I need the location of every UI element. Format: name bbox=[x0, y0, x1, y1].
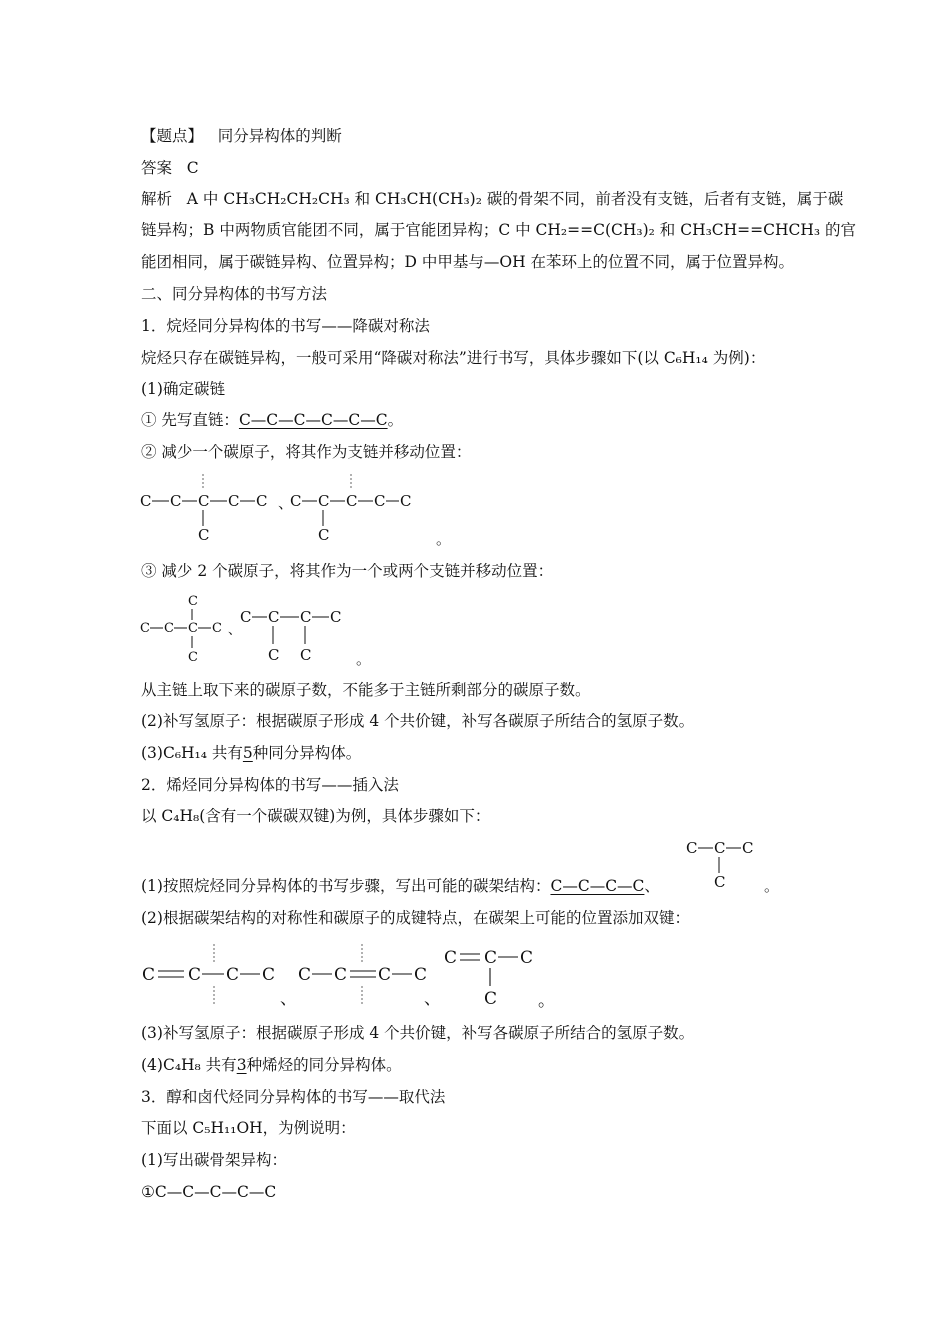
topic-title: 同分异构体的判断 bbox=[217, 127, 342, 145]
s2-step4-pre: (4)C₄H₈ 共有 bbox=[141, 1056, 237, 1074]
answer-line bbox=[141, 158, 199, 178]
atom: C bbox=[198, 526, 210, 544]
s2-step1 bbox=[141, 876, 660, 896]
end-mark: 。 bbox=[356, 650, 372, 668]
answer-value: C bbox=[186, 159, 199, 177]
analysis-line-1 bbox=[141, 189, 843, 209]
s1-title: 1．烷烃同分异构体的书写——降碳对称法 bbox=[141, 317, 430, 335]
s3-step1: (1)写出碳骨架异构： bbox=[141, 1151, 287, 1169]
atom: C bbox=[198, 492, 210, 510]
end-mark: 。 bbox=[538, 991, 555, 1011]
s2-intro: 以 C₄H₈(含有一个碳碳双键)为例，具体步骤如下： bbox=[141, 807, 491, 825]
atom: C bbox=[374, 492, 386, 510]
atom: C bbox=[188, 965, 202, 985]
end-mark: 。 bbox=[436, 530, 452, 548]
atom: C bbox=[212, 621, 222, 636]
atom: C bbox=[346, 492, 358, 510]
atom: C bbox=[226, 965, 240, 985]
s1-step3-post: 种同分异构体。 bbox=[252, 744, 362, 762]
atom: C bbox=[742, 839, 754, 857]
atom: C bbox=[714, 873, 726, 891]
atom: C bbox=[268, 646, 280, 664]
atom: C bbox=[300, 608, 312, 626]
separator: 、 bbox=[278, 494, 294, 512]
s1-intro: 烷烃只存在碳链异构，一般可采用“降碳对称法”进行书写，具体步骤如下(以 C₆H₁₄ 为例)： bbox=[141, 349, 766, 367]
atom: C bbox=[520, 948, 534, 968]
topic-bracket: 【题点】 bbox=[141, 127, 204, 145]
s1-step3 bbox=[141, 743, 361, 763]
separator: 、 bbox=[424, 989, 441, 1009]
s1-step1: (1)确定碳链 bbox=[141, 380, 225, 398]
s2-step1-chain: C—C—C—C bbox=[550, 877, 645, 895]
atom: C bbox=[142, 965, 156, 985]
section-title: 二、同分异构体的书写方法 bbox=[141, 285, 328, 303]
atom: C bbox=[330, 608, 342, 626]
s2-step1-pre: (1)按照烷烃同分异构体的书写步骤，写出可能的碳架结构： bbox=[141, 877, 551, 895]
atom: C bbox=[318, 492, 330, 510]
s2-step2: (2)根据碳架结构的对称性和碳原子的成键特点，在碳架上可能的位置添加双键： bbox=[141, 909, 690, 927]
atom: C bbox=[484, 948, 498, 968]
s1-c2: ② 减少一个碳原子，将其作为支链并移动位置： bbox=[141, 443, 472, 461]
atom: C bbox=[188, 621, 198, 636]
atom: C bbox=[444, 948, 458, 968]
s1-step3-num: 5 bbox=[242, 744, 253, 762]
s1-c1 bbox=[141, 410, 403, 430]
atom: C bbox=[484, 989, 498, 1009]
atom: C bbox=[262, 965, 276, 985]
structure-branched-c4 bbox=[684, 835, 784, 895]
s3-intro: 下面以 C₅H₁₁OH，为例说明： bbox=[141, 1119, 356, 1137]
atom: C bbox=[298, 965, 312, 985]
atom: C bbox=[170, 492, 182, 510]
atom: C bbox=[140, 492, 152, 510]
s2-step4 bbox=[141, 1055, 402, 1075]
atom: C bbox=[188, 594, 198, 609]
atom: C bbox=[414, 965, 428, 985]
atom: C bbox=[300, 646, 312, 664]
atom: C bbox=[140, 621, 150, 636]
s1-c1-prefix: ① 先写直链： bbox=[141, 411, 239, 429]
atom: C bbox=[256, 492, 268, 510]
atom: C bbox=[714, 839, 726, 857]
analysis-line-3: 能团相同，属于碳链异构、位置异构；D 中甲基与—OH 在苯环上的位置不同，属于位置异构。 bbox=[141, 253, 795, 271]
separator: 、 bbox=[280, 989, 297, 1009]
separator: 、 bbox=[228, 623, 242, 638]
structure-alkene-positions bbox=[140, 940, 560, 1012]
atom: C bbox=[240, 608, 252, 626]
atom: C bbox=[164, 621, 174, 636]
end-mark: 。 bbox=[764, 877, 780, 895]
atom: C bbox=[188, 650, 198, 665]
atom: C bbox=[334, 965, 348, 985]
structure-two-branch bbox=[138, 588, 372, 668]
atom: C bbox=[268, 608, 280, 626]
s1-c1-suffix: 。 bbox=[387, 411, 404, 429]
atom: C bbox=[686, 839, 698, 857]
analysis-text-1: A 中 CH₃CH₂CH₂CH₃ 和 CH₃CH(CH₃)₂ 碳的骨架不同，前者没有支链，后者有支链，属于碳 bbox=[186, 190, 844, 208]
s1-c3: ③ 减少 2 个碳原子，将其作为一个或两个支链并移动位置： bbox=[141, 562, 554, 580]
s1-note: 从主链上取下来的碳原子数，不能多于主链所剩部分的碳原子数。 bbox=[141, 681, 591, 699]
analysis-line-2: 链异构；B 中两物质官能团不同，属于官能团异构；C 中 CH₂==C(CH₃)₂ 和 CH₃CH==CHCH₃ 的官 bbox=[141, 221, 857, 239]
atom: C bbox=[378, 965, 392, 985]
atom: C bbox=[318, 526, 330, 544]
s3-chain1: ①C—C—C—C—C bbox=[141, 1183, 277, 1201]
s2-title: 2．烯烃同分异构体的书写——插入法 bbox=[141, 776, 399, 794]
s1-c1-chain: C—C—C—C—C—C bbox=[238, 411, 388, 429]
s3-title: 3．醇和卤代烃同分异构体的书写——取代法 bbox=[141, 1088, 446, 1106]
s1-step2: (2)补写氢原子：根据碳原子形成 4 个共价键，补写各碳原子所结合的氢原子数。 bbox=[141, 712, 695, 730]
analysis-label: 解析 bbox=[141, 190, 173, 208]
answer-label: 答案 bbox=[141, 159, 173, 177]
s2-step4-post: 种烯烃的同分异构体。 bbox=[246, 1056, 402, 1074]
structure-one-branch bbox=[138, 466, 452, 548]
atom: C bbox=[228, 492, 240, 510]
s2-step4-num: 3 bbox=[236, 1056, 247, 1074]
s1-step3-pre: (3)C₆H₁₄ 共有 bbox=[141, 744, 243, 762]
atom: C bbox=[400, 492, 412, 510]
topic-line bbox=[141, 126, 342, 146]
s2-step3: (3)补写氢原子：根据碳原子形成 4 个共价键，补写各碳原子所结合的氢原子数。 bbox=[141, 1024, 695, 1042]
s2-step1-sep: 、 bbox=[644, 877, 660, 895]
atom: C bbox=[290, 492, 302, 510]
